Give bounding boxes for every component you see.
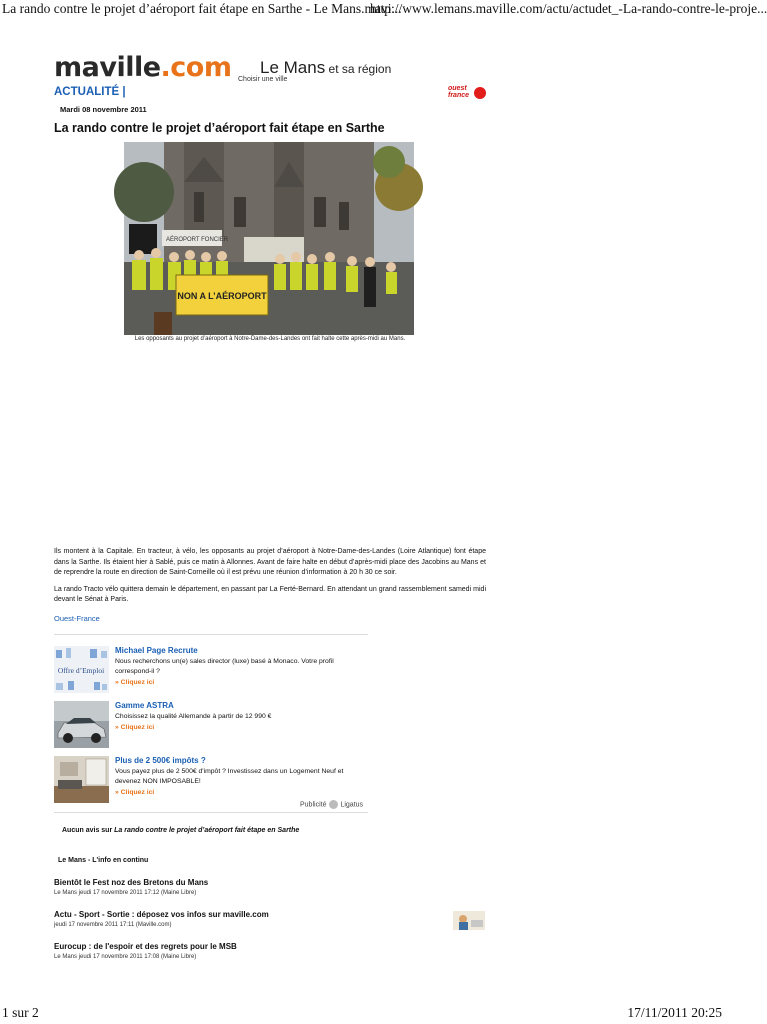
news-meta: Le Mans jeudi 17 novembre 2011 17:08 (Maine Libre)	[54, 954, 197, 960]
logo-tld: .com	[160, 52, 232, 83]
ad-title[interactable]: Gamme ASTRA	[115, 701, 174, 710]
ad-description: Vous payez plus de 2 500€ d'impôt ? Investissez dans un Logement Neuf et devenez NON IMPOSABLE!	[115, 768, 344, 785]
article-body	[54, 547, 486, 612]
print-footer	[0, 1004, 724, 1024]
news-meta: Le Mans jeudi 17 novembre 2011 17:12 (Maine Libre)	[54, 890, 197, 896]
ad-item[interactable]	[54, 756, 364, 809]
news-item[interactable]	[54, 878, 208, 896]
ligatus-icon	[329, 800, 338, 809]
ad-title[interactable]: Michael Page Recrute	[115, 646, 198, 655]
ad-link[interactable]: » Cliquez ici	[115, 679, 155, 686]
ad-link[interactable]: » Cliquez ici	[115, 789, 155, 796]
ad-description: Nous recherchons un(e) sales director (luxe) basé à Monaco. Votre profil correspond-il ?	[115, 658, 334, 675]
ad-description: Choisissez la qualité Allemande à partir de 12 990 €	[115, 713, 272, 720]
news-item[interactable]	[54, 910, 269, 928]
publication-date: Mardi 08 novembre 2011	[60, 105, 147, 114]
ads-bottom-divider	[54, 812, 368, 813]
reviews-article-title: La rando contre le projet d’aéroport fait étape en Sarthe	[114, 827, 300, 834]
print-datetime: 17/11/2011 20:25	[627, 1005, 722, 1020]
news-title[interactable]: Actu - Sport - Sortie : déposez vos infos sur maville.com	[54, 910, 269, 919]
photo-banner-text: NON A L’AÉROPORT	[177, 291, 267, 301]
article-headline: La rando contre le projet d’aéroport fait étape en Sarthe	[54, 121, 385, 135]
ouest-france-logo-mark	[474, 87, 486, 99]
photo-sign-text: AÉROPORT FONCIER	[166, 237, 229, 243]
ad-thumbnail-text: Offre d’Emploi	[57, 666, 105, 675]
ad-thumbnail	[54, 646, 109, 693]
ad-item[interactable]	[54, 701, 364, 751]
photo-caption: Les opposants au projet d’aéroport à Notre-Dame-des-Landes ont fait halte cette après-midi au Mans.	[134, 336, 406, 342]
choose-city-link[interactable]: Choisir une ville	[238, 76, 288, 83]
reviews-notice	[62, 827, 299, 834]
print-header	[0, 0, 767, 22]
ad-title[interactable]: Plus de 2 500€ impôts ?	[115, 756, 206, 765]
ad-credit-brand: Ligatus	[340, 801, 364, 809]
ad-link[interactable]: » Cliquez ici	[115, 724, 155, 731]
ad-item[interactable]	[54, 646, 364, 696]
city-title	[260, 58, 391, 78]
news-thumbnail[interactable]	[453, 911, 485, 930]
news-title[interactable]: Eurocup : de l'espoir et des regrets pour le MSB	[54, 942, 237, 951]
ad-credit[interactable]	[300, 800, 363, 809]
ad-thumbnail	[54, 701, 109, 748]
maville-logo[interactable]	[54, 52, 232, 84]
print-page-number: 1 sur 2	[2, 1005, 39, 1020]
news-item[interactable]	[54, 942, 237, 960]
article-paragraph: La rando Tracto vélo quittera demain le département, en passant par La Ferté-Bernard. En attendant un grand rassemblement samedi midi devant le Sénat à Paris.	[54, 585, 486, 603]
news-feed-heading: Le Mans - L'info en continu	[58, 857, 149, 864]
ad-thumbnail	[54, 756, 109, 803]
reviews-prefix: Aucun avis sur	[62, 827, 115, 834]
protest-photo-illustration	[124, 142, 414, 335]
ads-top-divider	[54, 634, 368, 635]
logo-name: maville	[54, 52, 161, 83]
article-photo	[124, 142, 414, 335]
news-meta: jeudi 17 novembre 2011 17:11 (Maville.com)	[54, 922, 172, 928]
print-header-url: http://www.lemans.maville.com/actu/actudet_-La-rando-contre-le-proje...	[370, 1, 767, 16]
section-label[interactable]: ACTUALITÉ |	[54, 86, 126, 98]
ad-credit-label: Publicité	[300, 801, 327, 809]
news-title[interactable]: Bientôt le Fest noz des Bretons du Mans	[54, 878, 209, 887]
city-name: Le Mans	[260, 58, 326, 77]
city-region: et sa région	[325, 62, 392, 76]
print-header-title: La rando contre le projet d’aéroport fait étape en Sarthe - Le Mans.mavi...	[2, 1, 402, 16]
ouest-france-logo[interactable]	[448, 85, 486, 101]
ouest-france-logo-text: ouest france	[448, 85, 470, 99]
article-paragraph: Ils montent à la Capitale. En tracteur, à vélo, les opposants au projet d’aéroport à Notre-Dame-des-Landes (Loire Atlantique) font étape dans la Sarthe. Ils étaient hier à Sablé, puis ce matin à Allonnes. Avant de faire halte en début d’après-midi place des Jacobins au Mans et de reprendre la route en direction de Saint-Corneille où il est prévu une réunion d’information à 20 h 30 ce soir.	[54, 548, 486, 576]
article-source-link[interactable]: Ouest-France	[54, 614, 100, 623]
